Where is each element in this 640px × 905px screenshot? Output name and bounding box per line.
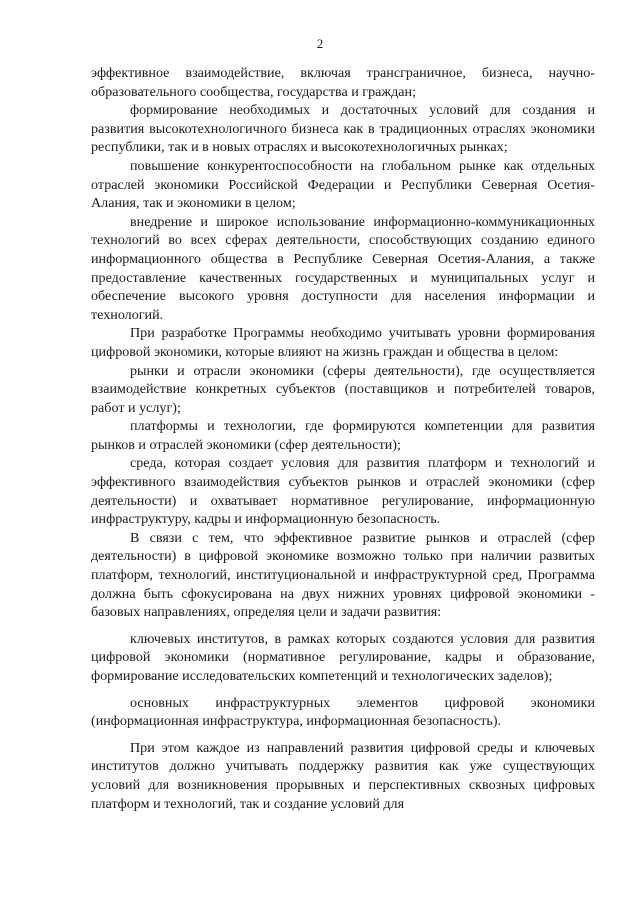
paragraph: В связи с тем, что эффективное развитие рынков и отраслей (сфер деятельности) в цифровой экономике возможно только при наличии развитых платформ, технологий, институциональной и инфраструктурной сред, Программа должна быть сфокусирована на двух нижних уровнях цифровой экономики - базовых направлениях, определяя цели и задачи развития: (91, 529, 595, 621)
paragraph: внедрение и широкое использование информационно-коммуникационных технологий во всех сферах деятельности, способствующих созданию единого информационного общества в Республике Северная Осетия-Алания, а также предоставление качественных государственных и муниципальных услуг и обеспечение высокого уровня доступности для населения информации и технологий. (91, 213, 595, 323)
paragraph: ключевых институтов, в рамках которых создаются условия для развития цифровой экономики (нормативное регулирование, кадры и образование, формирование исследовательских компетенций и технологических заделов); (91, 630, 595, 684)
paragraph: основных инфраструктурных элементов цифровой экономики (информационная инфраструктура, информационная безопасность). (91, 694, 595, 730)
paragraph: эффективное взаимодействие, включая трансграничное, бизнеса, научно-образовательного сообщества, государства и граждан; (91, 65, 595, 100)
paragraph: рынки и отрасли экономики (сферы деятельности), где осуществляется взаимодействие конкретных субъектов (поставщиков и потребителей товаров, работ и услуг); (91, 362, 595, 416)
paragraph: повышение конкурентоспособности на глобальном рынке как отдельных отраслей экономики Российской Федерации и Республики Северная Осетия-Алания, так и экономики в целом; (91, 157, 595, 212)
document-body (91, 64, 595, 813)
paragraph: формирование необходимых и достаточных условий для создания и развития высокотехнологичного бизнеса как в традиционных отраслях экономики республики, так и в новых отраслях и высокотехнологичных рынках; (91, 102, 595, 156)
paragraph: платформы и технологии, где формируются компетенции для развития рынков и отраслей экономики (сфер деятельности); (91, 418, 595, 453)
page-number: 2 (316, 36, 324, 51)
paragraph: При этом каждое из направлений развития цифровой среды и ключевых институтов должно учитывать поддержку развития как уже существующих условий для возникновения прорывных и перспективных сквозных цифровых платформ и технологий, так и создание условий для (91, 739, 595, 812)
paragraph: При разработке Программы необходимо учитывать уровни формирования цифровой экономики, которые влияют на жизнь граждан и общества в целом: (91, 325, 595, 360)
paragraph: среда, которая создает условия для развития платформ и технологий и эффективного взаимодействия субъектов рынков и отраслей экономики (сфер деятельности) и охватывает нормативное регулирование, информационную инфраструктуру, кадры и информационную безопасность. (91, 455, 595, 528)
